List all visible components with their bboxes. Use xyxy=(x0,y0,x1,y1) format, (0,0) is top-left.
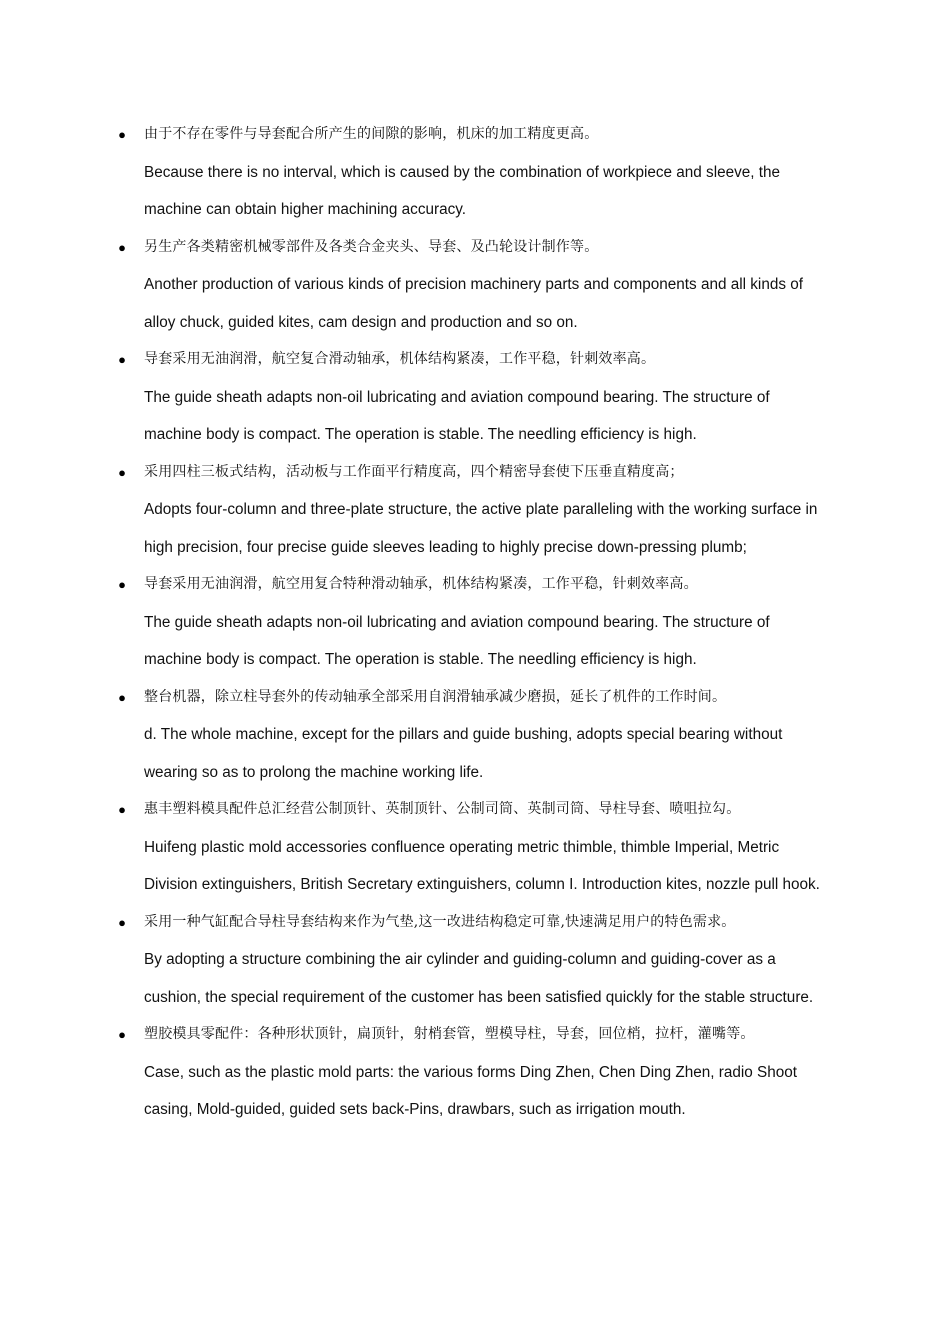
english-text: Because there is no interval, which is caused by the combination of workpiece and sleeve, the machine can obtain higher machining accuracy. xyxy=(144,163,781,218)
bullet-list xyxy=(118,116,824,1129)
bullet-icon: ● xyxy=(118,1027,126,1042)
bullet-icon: ● xyxy=(118,352,126,367)
bullet-icon: ● xyxy=(118,689,126,705)
chinese-text: 导套采用无油润滑，航空复合滑动轴承，机体结构紧凑，工作平稳，针刺效率高。 xyxy=(144,351,656,367)
list-item xyxy=(118,341,824,454)
english-text: The guide sheath adapts non-oil lubricating and aviation compound bearing. The structure of machine body is compact. The operation is stable. The needling efficiency is high. xyxy=(144,388,770,443)
english-text: d. The whole machine, except for the pillars and guide bushing, adopts special bearing without wearing so as to prolong the machine working life. xyxy=(144,726,783,781)
list-item xyxy=(118,566,824,679)
list-item xyxy=(118,791,824,904)
english-text: Adopts four-column and three-plate structure, the active plate paralleling with the working surface in high precision, four precise guide sleeves leading to highly precise down-pressing plumb; xyxy=(144,501,818,556)
list-item xyxy=(118,1016,824,1129)
list-item xyxy=(118,229,824,342)
english-text: Case, such as the plastic mold parts: the various forms Ding Zhen, Chen Ding Zhen, radio Shoot casing, Mold-guided, guided sets back-Pins, drawbars, such as irrigation mouth. xyxy=(144,1063,797,1118)
chinese-text: 由于不存在零件与导套配合所产生的间隙的影响，机床的加工精度更高。 xyxy=(144,126,599,142)
chinese-text: 整台机器，除立柱导套外的传动轴承全部采用自润滑轴承减少磨损，延长了机件的工作时间。 xyxy=(144,688,727,705)
chinese-text: 惠丰塑料模具配件总汇经营公制顶针、英制顶针、公制司筒、英制司筒、导柱导套、喷咀拉勾。 xyxy=(144,801,741,817)
bullet-icon: ● xyxy=(118,914,126,930)
bullet-icon: ● xyxy=(118,802,126,817)
english-text: Huifeng plastic mold accessories confluence operating metric thimble, thimble Imperial, Metric Division extinguishers, British Secretary extinguishers, column I. Introduction kites, nozzle pull hook. xyxy=(144,838,820,893)
english-text: The guide sheath adapts non-oil lubricating and aviation compound bearing. The structure of machine body is compact. The operation is stable. The needling efficiency is high. xyxy=(144,613,770,668)
chinese-text: 另生产各类精密机械零部件及各类合金夹头、导套、及凸轮设计制作等。 xyxy=(144,238,599,255)
bullet-icon: ● xyxy=(118,239,126,255)
english-text: Another production of various kinds of precision machinery parts and components and all kinds of alloy chuck, guided kites, cam design and production and so on. xyxy=(144,276,803,331)
chinese-text: 导套采用无油润滑，航空用复合特种滑动轴承，机体结构紧凑，工作平稳，针刺效率高。 xyxy=(144,576,698,592)
list-item xyxy=(118,116,824,229)
bullet-icon: ● xyxy=(118,464,126,480)
list-item xyxy=(118,454,824,567)
list-item xyxy=(118,679,824,792)
chinese-text: 采用一种气缸配合导柱导套结构来作为气垫,这一改进结构稳定可靠,快速满足用户的特色需求。 xyxy=(144,913,736,930)
bullet-icon: ● xyxy=(118,577,126,592)
list-item xyxy=(118,904,824,1017)
bullet-icon: ● xyxy=(118,127,126,142)
chinese-text: 采用四柱三板式结构，活动板与工作面平行精度高，四个精密导套使下压垂直精度高； xyxy=(144,463,684,480)
english-text: By adopting a structure combining the air cylinder and guiding-column and guiding-cover as a cushion, the special requirement of the customer has been satisfied quickly for the stable structure. xyxy=(144,951,814,1006)
chinese-text: 塑胶模具零配件：各种形状顶针，扁顶针，射梢套管，塑模导柱，导套，回位梢，拉杆，灌嘴等。 xyxy=(144,1026,755,1042)
